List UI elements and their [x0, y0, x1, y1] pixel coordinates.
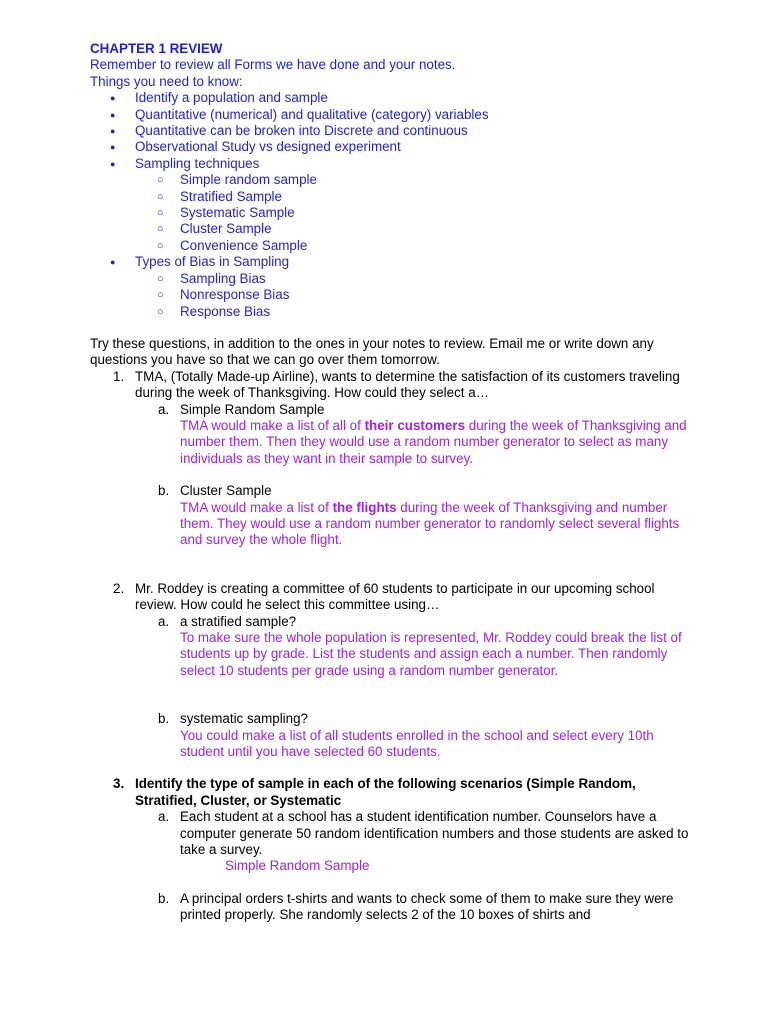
answer-text: To make sure the whole population is represented, Mr. Roddey could break the list of students up by grade. List the students and assign each a number. Then randomly select 10 students per grade using a random number generator.: [180, 630, 682, 678]
bias-types-list: [135, 271, 690, 320]
question-parts: [135, 402, 690, 581]
answer-emphasis: their customers: [364, 417, 466, 433]
part-text: Each student at a school has a student identification number. Counselors have a computer generate 50 random identification numbers and those students are asked to take a survey.: [180, 809, 689, 858]
part-label: b.: [158, 890, 170, 906]
part-label: a.: [158, 809, 170, 825]
bullet-icon: ●: [110, 257, 116, 268]
part-label: a.: [158, 613, 170, 629]
subtopic-item: [157, 237, 690, 254]
part-text: a stratified sample?: [180, 613, 297, 629]
question-part: [135, 483, 690, 581]
answer-part: during the week of Thanksgiving and number them. They would use a random number generator to randomly select several flights and survey the whole flight.: [180, 499, 680, 548]
question-part: [135, 614, 690, 712]
bullet-icon: ●: [110, 93, 116, 104]
intro-paragraph: Try these questions, in addition to the ones in your notes to review. Email me or write down any questions you have so that we can go over them tomorrow.: [90, 335, 654, 368]
part-label: b.: [158, 711, 170, 727]
part-text: systematic sampling?: [180, 711, 309, 727]
circle-bullet-icon: ○: [157, 207, 164, 220]
answer-text: Simple Random Sample: [225, 858, 370, 874]
part-label: a.: [158, 401, 170, 417]
topic-item: [110, 106, 690, 123]
circle-bullet-icon: ○: [157, 305, 164, 318]
subtopic-text: Systematic Sample: [180, 205, 295, 221]
review-reminder: Remember to review all Forms we have done and your notes.: [90, 57, 456, 73]
part-label: b.: [158, 483, 170, 499]
subtopic-text: Cluster Sample: [180, 221, 272, 237]
question-1: [90, 369, 690, 581]
question-2: [90, 581, 690, 777]
answer-emphasis: the flights: [332, 499, 397, 515]
answer-text: You could make a list of all students enrolled in the school and select every 10th student until you have selected 60 students.: [180, 727, 654, 760]
question-3: [90, 776, 690, 923]
topic-text: Sampling techniques: [135, 155, 260, 171]
subtopic-item: [157, 172, 690, 188]
chapter-title: CHAPTER 1 REVIEW: [90, 41, 223, 56]
circle-bullet-icon: ○: [157, 272, 164, 285]
question-number: 1.: [113, 368, 125, 384]
circle-bullet-icon: ○: [157, 190, 164, 203]
subtopic-text: Stratified Sample: [180, 188, 282, 204]
question-parts: [135, 809, 690, 923]
question-part: [135, 809, 690, 891]
circle-bullet-icon: ○: [157, 289, 164, 302]
topic-text: Types of Bias in Sampling: [135, 254, 290, 270]
subtopic-text: Nonresponse Bias: [180, 287, 290, 303]
question-parts: [135, 614, 690, 777]
bullet-icon: ●: [110, 158, 116, 169]
answer-text: [180, 418, 690, 467]
bullet-icon: ●: [110, 126, 116, 137]
circle-bullet-icon: ○: [157, 239, 164, 252]
question-text: Identify the type of sample in each of the following scenarios (Simple Random, Stratified, Cluster, or Systematic: [135, 776, 636, 808]
part-text: Simple Random Sample: [180, 401, 325, 417]
bullet-icon: ●: [110, 109, 116, 120]
topic-item: [110, 139, 690, 155]
answer-part: TMA would make a list of all of: [180, 417, 365, 433]
question-part: [135, 402, 690, 484]
subtopic-item: [157, 303, 690, 320]
topic-text: Quantitative (numerical) and qualitative (category) variables: [135, 106, 489, 122]
question-text: TMA, (Totally Made-up Airline), wants to determine the satisfaction of its customers traveling during the week of Thanksgiving. How could they select a…: [135, 368, 680, 401]
question-part: [135, 711, 690, 776]
subtopic-item: [157, 205, 690, 221]
document-page: [90, 41, 690, 924]
subtopic-item: [157, 270, 690, 287]
subtopic-item: [157, 221, 690, 237]
subtopic-text: Simple random sample: [180, 172, 317, 188]
part-text: A principal orders t-shirts and wants to check some of them to make sure they were printed properly. She randomly selects 2 of the 10 boxes of shirts and: [180, 890, 674, 923]
subtopic-item: [157, 287, 690, 303]
topic-item: [110, 254, 690, 320]
questions-list: [90, 369, 690, 924]
question-text: Mr. Roddey is creating a committee of 60 students to participate in our upcoming school review. How could he select this committee using…: [135, 580, 655, 613]
subtopic-text: Response Bias: [180, 303, 271, 319]
bullet-icon: ●: [110, 142, 116, 153]
topic-item: [110, 123, 690, 139]
subtopic-text: Sampling Bias: [180, 270, 266, 286]
circle-bullet-icon: ○: [157, 174, 164, 187]
subtopic-item: [157, 188, 690, 205]
topics-list: [90, 90, 690, 320]
part-text: Cluster Sample: [180, 483, 272, 499]
question-number: 2.: [113, 580, 125, 596]
things-to-know-heading: Things you need to know:: [90, 73, 243, 89]
topic-text: Identify a population and sample: [135, 90, 328, 106]
circle-bullet-icon: ○: [157, 223, 164, 236]
sampling-techniques-list: [135, 172, 690, 254]
topic-item: [110, 90, 690, 106]
answer-part: during the week of Thanksgiving and number them. Then they would use a random number generator to select as many individuals as they want in their sample to survey.: [180, 417, 687, 466]
answer-text: [180, 500, 690, 549]
topic-text: Observational Study vs designed experiment: [135, 139, 401, 155]
subtopic-text: Convenience Sample: [180, 237, 308, 253]
question-part: [135, 891, 690, 924]
answer-part: TMA would make a list of: [180, 499, 333, 515]
topic-item: [110, 155, 690, 254]
topic-text: Quantitative can be broken into Discrete and continuous: [135, 123, 468, 139]
question-number: 3.: [113, 776, 125, 792]
